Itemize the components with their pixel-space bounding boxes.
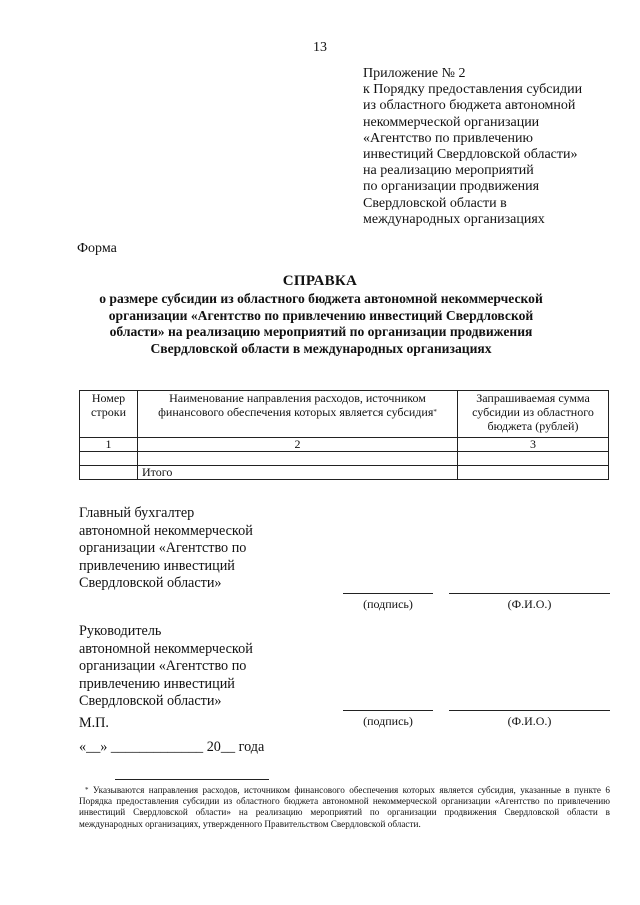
column-number: 1 bbox=[80, 438, 138, 452]
appendix-line: на реализацию мероприятий bbox=[363, 163, 534, 179]
table-cell[interactable] bbox=[80, 452, 138, 466]
subtitle-line: области» на реализацию мероприятий по организации продвижения bbox=[109, 324, 533, 339]
chief-accountant-line: организации «Агентство по bbox=[79, 540, 247, 556]
total-amount-cell[interactable] bbox=[458, 466, 609, 480]
table-row bbox=[80, 452, 609, 466]
total-label: Итого bbox=[138, 466, 458, 480]
director-line: Руководитель bbox=[79, 623, 162, 639]
appendix-line: «Агентство по привлечению bbox=[363, 130, 533, 146]
chief-accountant-line: Свердловской области» bbox=[79, 575, 222, 591]
total-row bbox=[80, 466, 609, 480]
column-numbers-row bbox=[80, 438, 609, 452]
subsidy-table bbox=[79, 390, 609, 480]
chief-accountant-line: привлечению инвестиций bbox=[79, 557, 235, 574]
footnote-divider bbox=[115, 779, 269, 780]
chief-accountant-signature-line[interactable] bbox=[343, 593, 433, 594]
appendix-line: Свердловской области в bbox=[363, 195, 507, 211]
appendix-line: к Порядку предоставления субсидии bbox=[363, 82, 583, 98]
footnote-text: Указываются направления расходов, источником финансового обеспечения которых является субсидия, указанные в пункте 6 Порядка предоставления субсидии из областного бюджета автономной некоммерческой организации «Агентство по привлечению инвестиций Свердловской области» на реализацию мероприятий по организации продвижения Свердловской области в международных организациях, утвержденного Правительством Свердловской области. bbox=[79, 785, 611, 829]
column-number: 3 bbox=[458, 438, 609, 452]
chief-accountant-line: автономной некоммерческой bbox=[79, 522, 253, 539]
document-title: СПРАВКА bbox=[282, 273, 358, 289]
appendix-line: инвестиций Свердловской области» bbox=[363, 147, 578, 163]
director-name-line[interactable] bbox=[449, 710, 610, 711]
subtitle-line: организации «Агентство по привлечению инвестиций Свердловской bbox=[108, 307, 534, 323]
table-cell[interactable] bbox=[458, 452, 609, 466]
appendix-heading bbox=[363, 66, 633, 228]
chief-accountant-name-line[interactable] bbox=[449, 593, 610, 594]
appendix-line: некоммерческой организации bbox=[363, 114, 540, 130]
appendix-line: по организации продвижения bbox=[363, 179, 540, 195]
footnote bbox=[79, 785, 610, 830]
chief-accountant-block bbox=[79, 505, 349, 593]
table-header-row bbox=[80, 391, 609, 438]
stamp-label: М.П. bbox=[79, 715, 109, 731]
header-expense-direction bbox=[138, 391, 458, 438]
footnote-mark: * bbox=[433, 408, 437, 416]
page-number: 13 bbox=[313, 40, 327, 55]
chief-accountant-line: Главный бухгалтер bbox=[79, 505, 195, 521]
table-cell[interactable] bbox=[138, 452, 458, 466]
signature-caption: (подпись) bbox=[363, 714, 413, 728]
director-line: привлечению инвестиций bbox=[79, 675, 235, 692]
name-caption: (Ф.И.О.) bbox=[507, 714, 552, 728]
director-line: автономной некоммерческой bbox=[79, 640, 253, 657]
director-block bbox=[79, 623, 349, 711]
subtitle-line: о размере субсидии из областного бюджета автономной некоммерческой bbox=[99, 291, 543, 306]
table-cell[interactable] bbox=[80, 466, 138, 480]
director-line: Свердловской области» bbox=[79, 693, 222, 709]
signature-caption: (подпись) bbox=[363, 597, 413, 611]
director-line: организации «Агентство по bbox=[79, 658, 247, 674]
footnote-mark: * bbox=[85, 786, 89, 794]
header-requested-amount: Запрашиваемая сумма субсидии из областного бюджета (рублей) bbox=[458, 391, 609, 438]
appendix-line: международных организациях bbox=[363, 211, 545, 227]
header-row-number: Номер строки bbox=[80, 391, 138, 438]
document-subtitle bbox=[66, 291, 576, 357]
director-signature-line[interactable] bbox=[343, 710, 433, 711]
subtitle-line: Свердловской области в международных организациях bbox=[150, 340, 492, 356]
date-line[interactable]: «__» _____________ 20__ года bbox=[79, 739, 265, 755]
form-label: Форма bbox=[77, 241, 117, 256]
header-expense-direction-text: Наименование направления расходов, источником финансового обеспечения которых является субсидия bbox=[158, 391, 434, 419]
appendix-line: Приложение № 2 bbox=[363, 66, 466, 81]
column-number: 2 bbox=[138, 438, 458, 452]
appendix-line: из областного бюджета автономной bbox=[363, 98, 576, 114]
name-caption: (Ф.И.О.) bbox=[507, 597, 552, 611]
